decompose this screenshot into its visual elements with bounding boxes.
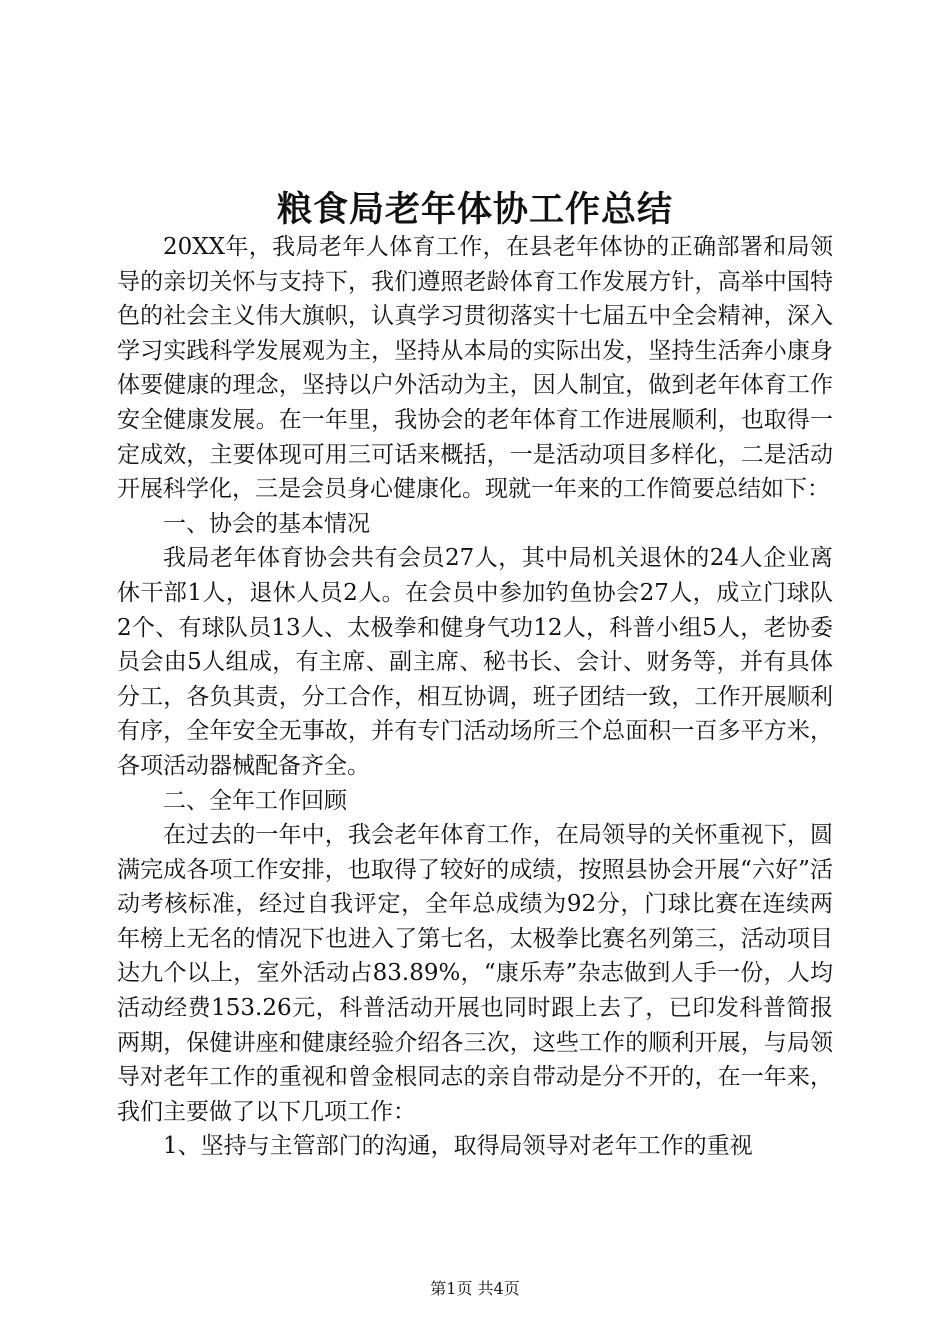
year-review-paragraph: 在过去的一年中，我会老年体育工作，在局领导的关怀重视下，圆满完成各项工作安排，也取得了较好的成绩，按照县协会开展“六好”活动考核标准，经过自我评定，全年总成绩为92分，门球比赛在连续两年榜上无名的情况下也进入了第七名，太极拳比赛名列第三，活动项目达九个以上，室外活动占83.89%，“康乐寿”杂志做到人手一份，人均活动经费153.26元，科普活动开展也同时跟上去了，已印发科普简报两期，保健讲座和健康经验介绍各三次，这些工作的顺利开展，与局领导对老年工作的重视和曾金根同志的亲自带动是分不开的，在一年来，我们主要做了以下几项工作： [117, 822, 833, 1125]
intro-paragraph: 20XX年，我局老年人体育工作，在县老年体协的正确部署和局领导的亲切关怀与支持下，我们遵照老龄体育工作发展方针，高举中国特色的社会主义伟大旗帜，认真学习贯彻落实十七届五中全会精神，深入学习实践科学发展观为主，坚持从本局的实际出发，坚持生活奔小康身体要健康的理念，坚持以户外活动为主，因人制宜，做到老年体育工作安全健康发展。在一年里，我协会的老年体育工作进展顺利，也取得一定成效，主要体现可用三可话来概括，一是活动项目多样化，二是活动开展科学化，三是会员身心健康化。现就一年来的工作简要总结如下： [117, 234, 833, 503]
document-title: 粮食局老年体协工作总结 [276, 189, 673, 230]
page-footer: 第1页 共4页 [430, 1279, 520, 1298]
basic-info-paragraph: 我局老年体育协会共有会员27人，其中局机关退休的24人企业离休干部1人，退休人员2人。在会员中参加钓鱼协会27人，成立门球队2个、有球队员13人、太极拳和健身气功12人，科普小组5人，老协委员会由5人组成，有主席、副主席、秘书长、会计、财务等，并有具体分工，各负其责，分工合作，相互协调，班子团结一致，工作开展顺利有序，全年安全无事故，并有专门活动场所三个总面积一百多平方米，各项活动器械配备齐全。 [117, 545, 833, 779]
document-body [117, 230, 833, 1164]
work-item-1-paragraph: 1、坚持与主管部门的沟通，取得局领导对老年工作的重视 [163, 1133, 753, 1160]
section-heading-year-review: 二、全年工作回顾 [163, 787, 347, 814]
section-heading-basic-info: 一、协会的基本情况 [163, 510, 370, 537]
